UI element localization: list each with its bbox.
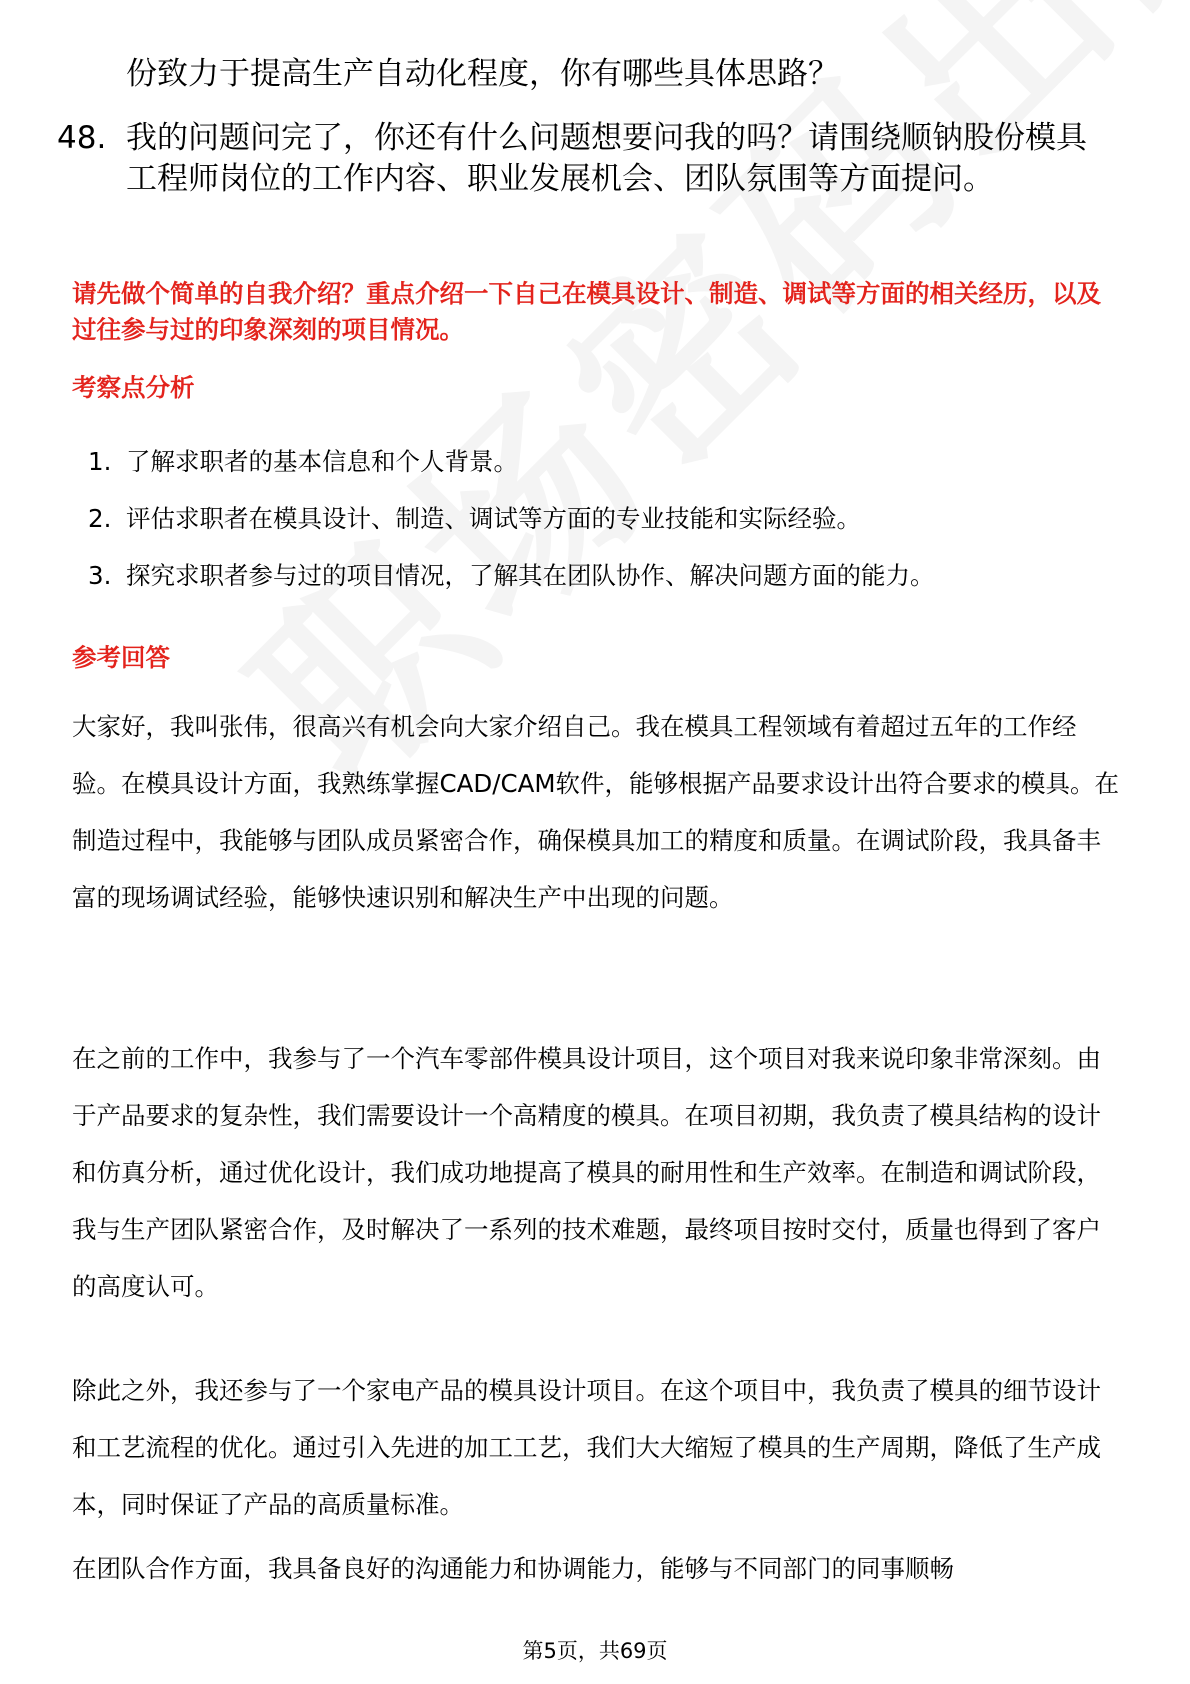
list-item-text: 评估求职者在模具设计、制造、调试等方面的专业技能和实际经验。 — [126, 504, 861, 533]
list-item-text: 了解求职者的基本信息和个人背景。 — [126, 447, 518, 476]
answer-paragraph: 大家好，我叫张伟，很高兴有机会向大家介绍自己。我在模具工程领域有着超过五年的工作经验。在模具设计方面，我熟练掌握CAD/CAM软件，能够根据产品要求设计出符合要求的模具。在制造过程中，我能够与团队成员紧密合作，确保模具加工的精度和质量。在调试阶段，我具备丰富的现场调试经验，能够快速识别和解决生产中出现的问题。 — [72, 712, 1119, 912]
list-item-number: 2. — [88, 504, 112, 533]
answer-paragraph: 在团队合作方面，我具备良好的沟通能力和协调能力，能够与不同部门的同事顺畅 — [72, 1554, 954, 1583]
question-continuation: 份致力于提高生产自动化程度，你有哪些具体思路？ — [126, 56, 839, 92]
analysis-points — [88, 446, 1118, 617]
list-item — [88, 503, 1118, 560]
list-item — [88, 560, 1118, 617]
list-item-number: 1. — [88, 447, 112, 476]
answer-paragraph: 在之前的工作中，我参与了一个汽车零部件模具设计项目，这个项目对我来说印象非常深刻。由于产品要求的复杂性，我们需要设计一个高精度的模具。在项目初期，我负责了模具结构的设计和仿真分析，通过优化设计，我们成功地提高了模具的耐用性和生产效率。在制造和调试阶段，我与生产团队紧密合作，及时解决了一系列的技术难题，最终项目按时交付，质量也得到了客户的高度认可。 — [72, 1044, 1101, 1301]
analysis-heading: 考察点分析 — [72, 373, 195, 402]
question-48 — [57, 118, 1117, 200]
page-footer: 第5页，共69页 — [522, 1639, 668, 1663]
highlighted-question: 请先做个简单的自我介绍？重点介绍一下自己在模具设计、制造、调试等方面的相关经历，以及过往参与过的印象深刻的项目情况。 — [72, 279, 1101, 344]
list-item-number: 3. — [88, 561, 112, 590]
list-item — [88, 446, 1118, 503]
answer-paragraph: 除此之外，我还参与了一个家电产品的模具设计项目。在这个项目中，我负责了模具的细节设计和工艺流程的优化。通过引入先进的加工工艺，我们大大缩短了模具的生产周期，降低了生产成本，同时保证了产品的高质量标准。 — [72, 1376, 1101, 1519]
question-number: 48. — [57, 120, 107, 156]
question-text: 我的问题问完了，你还有什么问题想要问我的吗？请围绕顺钠股份模具工程师岗位的工作内容、职业发展机会、团队氛围等方面提问。 — [126, 120, 1087, 197]
list-item-text: 探究求职者参与过的项目情况，了解其在团队协作、解决问题方面的能力。 — [126, 561, 935, 590]
answer-heading: 参考回答 — [72, 643, 170, 672]
